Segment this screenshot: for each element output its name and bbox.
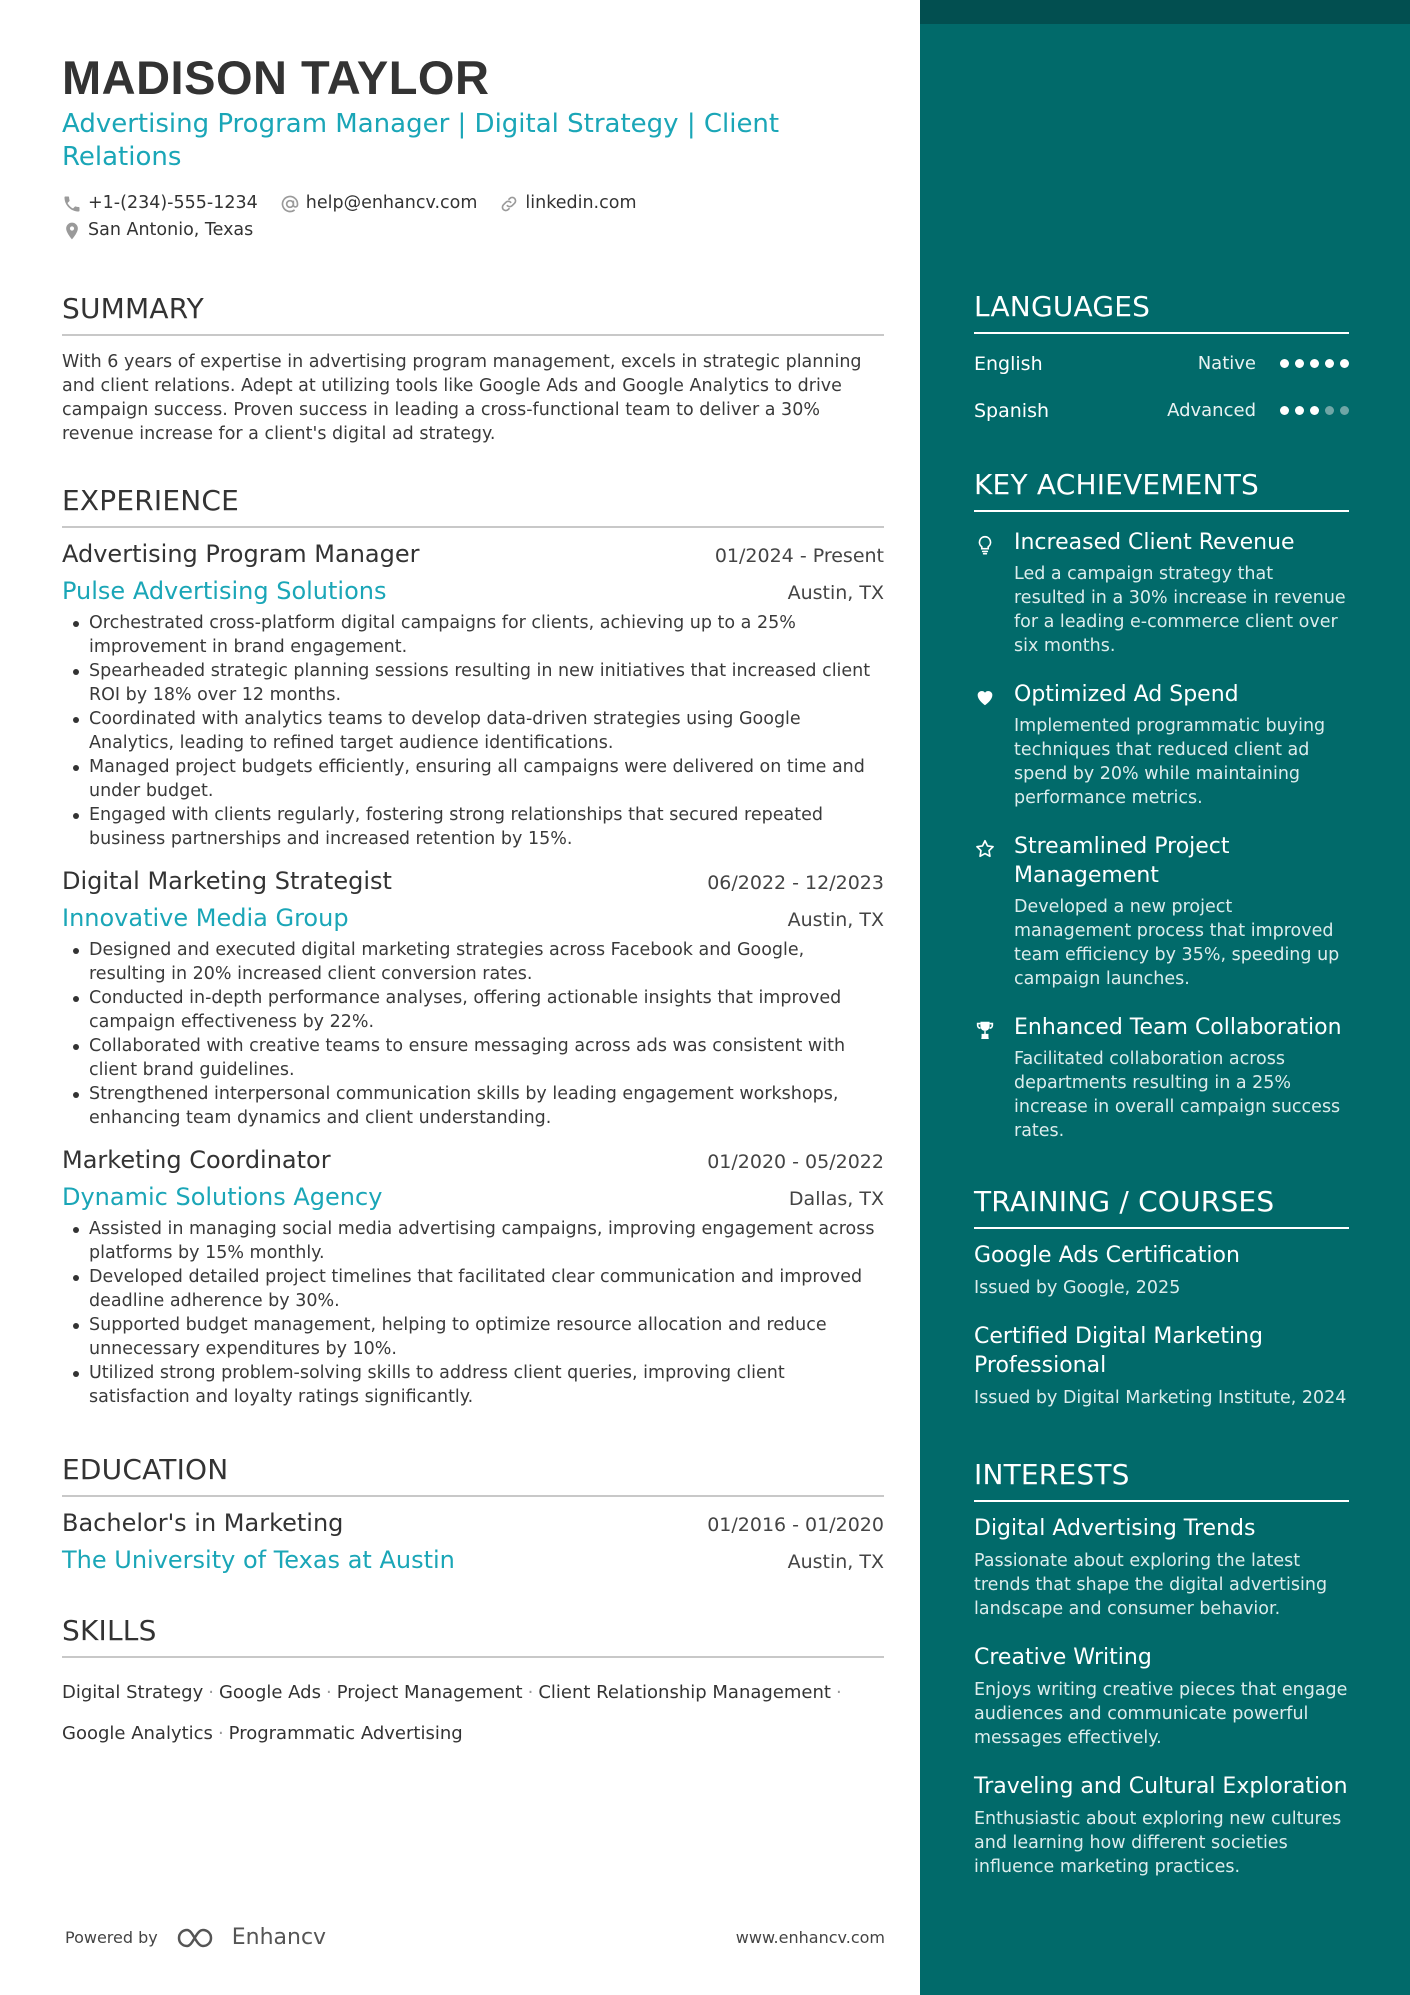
phone-text: +1-(234)-555-1234: [88, 193, 258, 213]
achievement-item: [974, 1013, 1349, 1143]
achievement-desc: Implemented programmatic buying techniques that reduced client ad spend by 20% while maintaining performance metrics.: [1014, 716, 1326, 808]
interest-title: Traveling and Cultural Exploration: [974, 1774, 1348, 1799]
rating-dot: [1325, 359, 1334, 368]
achievement-title: Enhanced Team Collaboration: [1014, 1015, 1342, 1040]
course-item: [974, 1241, 1349, 1300]
skill-separator: ·: [325, 1682, 332, 1703]
at-icon: [280, 194, 300, 214]
bullet-item: Collaborated with creative teams to ensure messaging across ads was consistent with client brand guidelines.: [62, 1034, 884, 1082]
summary-heading: SUMMARY: [62, 292, 884, 336]
education-entry: [62, 1507, 884, 1576]
company-name: Innovative Media Group: [62, 904, 349, 932]
skills-section: [62, 1614, 884, 1754]
language-row: [974, 340, 1349, 387]
interests-heading: INTERESTS: [974, 1458, 1349, 1502]
heart-icon: [974, 686, 996, 708]
education-dates: 01/2016 - 01/2020: [707, 1514, 884, 1536]
summary-section: [62, 292, 884, 446]
skill-item: Programmatic Advertising: [228, 1723, 463, 1744]
rating-dot: [1295, 359, 1304, 368]
skill-item: Client Relationship Management: [538, 1682, 831, 1703]
job-location: Austin, TX: [787, 909, 884, 931]
achievements-section: [974, 468, 1349, 1143]
footer: [65, 1925, 885, 1950]
sidebar: [974, 290, 1349, 1879]
skills-heading: SKILLS: [62, 1614, 884, 1658]
main-column: [62, 50, 884, 1754]
education-heading: EDUCATION: [62, 1453, 884, 1497]
job-location: Dallas, TX: [788, 1188, 884, 1210]
website-link[interactable]: www.enhancv.com: [735, 1928, 885, 1947]
school-location: Austin, TX: [787, 1551, 884, 1573]
school-name: The University of Texas at Austin: [62, 1546, 455, 1574]
experience-section: [62, 484, 884, 1409]
job-bullets: [62, 611, 884, 851]
achievement-title: Optimized Ad Spend: [1014, 682, 1239, 707]
skill-item: Project Management: [336, 1682, 523, 1703]
interest-desc: Enthusiastic about exploring new cultures and learning how different societies influence marketing practices.: [974, 1809, 1342, 1877]
education-section: [62, 1453, 884, 1576]
location-contact: [62, 217, 253, 244]
rating-dot: [1340, 359, 1349, 368]
trophy-icon: [974, 1019, 996, 1041]
language-name: Spanish: [974, 399, 1050, 422]
language-level: Native: [1197, 353, 1256, 374]
skills-list: [62, 1672, 884, 1754]
rating-dot: [1310, 359, 1319, 368]
phone-icon: [62, 194, 82, 214]
powered-by: [65, 1925, 326, 1950]
rating-dot-empty: [1340, 406, 1349, 415]
course-issuer: Issued by Digital Marketing Institute, 2024: [974, 1388, 1347, 1408]
course-title: Certified Digital Marketing Professional: [974, 1324, 1264, 1378]
achievement-title: Streamlined Project Management: [1014, 834, 1230, 888]
enhancv-logo[interactable]: [176, 1925, 326, 1950]
linkedin-contact[interactable]: [499, 190, 636, 217]
language-row: [974, 387, 1349, 434]
achievement-item: [974, 832, 1349, 991]
bullet-item: Conducted in-depth performance analyses, offering actionable insights that improved campaign effectiveness by 22%.: [62, 986, 884, 1034]
job-entry: [62, 1144, 884, 1409]
job-entry: [62, 865, 884, 1130]
training-heading: TRAINING / COURSES: [974, 1185, 1349, 1229]
skill-separator: ·: [217, 1723, 224, 1744]
powered-by-label: Powered by: [65, 1928, 158, 1947]
job-title: Digital Marketing Strategist: [62, 867, 392, 895]
bullet-item: Utilized strong problem-solving skills to address client queries, improving client satisfaction and loyalty ratings significantly.: [62, 1361, 884, 1409]
achievement-title: Increased Client Revenue: [1014, 530, 1295, 555]
bullet-item: Orchestrated cross-platform digital campaigns for clients, achieving up to a 25% improvement in brand engagement.: [62, 611, 884, 659]
rating-dot: [1310, 406, 1319, 415]
interest-desc: Passionate about exploring the latest trends that shape the digital advertising landscape and consumer behavior.: [974, 1551, 1328, 1619]
lightbulb-icon: [974, 534, 996, 556]
job-bullets: [62, 938, 884, 1130]
achievement-desc: Facilitated collaboration across departments resulting in a 25% increase in overall campaign success rates.: [1014, 1049, 1341, 1141]
interest-title: Creative Writing: [974, 1645, 1152, 1670]
rating-dot: [1280, 359, 1289, 368]
rating-dot: [1280, 406, 1289, 415]
sidebar-top-band: [920, 0, 1410, 24]
achievement-desc: Led a campaign strategy that resulted in a 30% increase in revenue for a leading e-commerce client over six months.: [1014, 564, 1346, 656]
achievement-item: [974, 680, 1349, 810]
bullet-item: Supported budget management, helping to optimize resource allocation and reduce unnecessary expenditures by 10%.: [62, 1313, 884, 1361]
location-pin-icon: [62, 221, 82, 241]
languages-section: [974, 290, 1349, 434]
job-title: Marketing Coordinator: [62, 1146, 331, 1174]
rating-dot-empty: [1325, 406, 1334, 415]
language-level: Advanced: [1167, 400, 1256, 421]
bullet-item: Designed and executed digital marketing strategies across Facebook and Google, resulting in 20% increased client conversion rates.: [62, 938, 884, 986]
email-text: help@enhancv.com: [305, 193, 478, 213]
course-item: [974, 1322, 1349, 1410]
skill-item: Google Analytics: [62, 1723, 213, 1744]
skill-item: Digital Strategy: [62, 1682, 204, 1703]
company-name: Dynamic Solutions Agency: [62, 1183, 383, 1211]
headline: Advertising Program Manager | Digital Strategy | Client Relations: [62, 109, 780, 172]
email-contact[interactable]: [280, 190, 478, 217]
job-bullets: [62, 1217, 884, 1409]
interest-title: Digital Advertising Trends: [974, 1516, 1256, 1541]
course-title: Google Ads Certification: [974, 1243, 1240, 1268]
training-section: [974, 1185, 1349, 1410]
skill-item: Google Ads: [218, 1682, 321, 1703]
enhancv-brand-text: Enhancv: [231, 1925, 327, 1950]
link-icon: [499, 194, 519, 214]
job-entry: [62, 538, 884, 851]
language-rating: [1280, 406, 1349, 415]
bullet-item: Developed detailed project timelines that facilitated clear communication and improved deadline adherence by 30%.: [62, 1265, 884, 1313]
interest-item: [974, 1772, 1349, 1879]
company-name: Pulse Advertising Solutions: [62, 577, 387, 605]
job-title: Advertising Program Manager: [62, 540, 420, 568]
contact-info: [62, 190, 884, 244]
bullet-item: Assisted in managing social media advertising campaigns, improving engagement across platforms by 15% monthly.: [62, 1217, 884, 1265]
bullet-item: Coordinated with analytics teams to develop data-driven strategies using Google Analytics, leading to refined target audience identifications.: [62, 707, 884, 755]
achievement-item: [974, 528, 1349, 658]
achievements-heading: KEY ACHIEVEMENTS: [974, 468, 1349, 512]
phone-contact[interactable]: [62, 190, 258, 217]
bullet-item: Managed project budgets efficiently, ensuring all campaigns were delivered on time and under budget.: [62, 755, 884, 803]
linkedin-text: linkedin.com: [525, 193, 637, 213]
location-text: San Antonio, Texas: [88, 220, 254, 240]
skill-separator: ·: [527, 1682, 534, 1703]
achievement-desc: Developed a new project management process that improved team efficiency by 35%, speeding up campaign launches.: [1014, 897, 1340, 989]
bullet-item: Strengthened interpersonal communication skills by leading engagement workshops, enhancing team dynamics and client understanding.: [62, 1082, 884, 1130]
enhancv-logo-icon: [176, 1927, 222, 1949]
degree-title: Bachelor's in Marketing: [62, 1509, 344, 1537]
language-rating: [1280, 359, 1349, 368]
job-dates: 01/2024 - Present: [714, 545, 884, 567]
job-dates: 06/2022 - 12/2023: [707, 872, 884, 894]
course-issuer: Issued by Google, 2025: [974, 1278, 1181, 1298]
languages-heading: LANGUAGES: [974, 290, 1349, 334]
summary-text: With 6 years of expertise in advertising program management, excels in strategic planning and client relations. Adept at utilizing tools like Google Ads and Google Analytics to drive campaign success. Proven success in leading a cross-functional team to deliver a 30% revenue increase for a client's digital ad strategy.: [62, 352, 862, 444]
interest-item: [974, 1643, 1349, 1750]
star-icon: [974, 838, 996, 860]
bullet-item: Spearheaded strategic planning sessions resulting in new initiatives that increased client ROI by 18% over 12 months.: [62, 659, 884, 707]
interests-section: [974, 1458, 1349, 1879]
job-location: Austin, TX: [787, 582, 884, 604]
skill-separator: ·: [835, 1682, 842, 1703]
job-dates: 01/2020 - 05/2022: [707, 1151, 884, 1173]
experience-heading: EXPERIENCE: [62, 484, 884, 528]
bullet-item: Engaged with clients regularly, fostering strong relationships that secured repeated business partnerships and increased retention by 15%.: [62, 803, 884, 851]
interest-desc: Enjoys writing creative pieces that engage audiences and communicate powerful messages effectively.: [974, 1680, 1348, 1748]
candidate-name: MADISON TAYLOR: [62, 51, 490, 104]
rating-dot: [1295, 406, 1304, 415]
interest-item: [974, 1514, 1349, 1621]
skill-separator: ·: [208, 1682, 214, 1703]
language-name: English: [974, 352, 1043, 375]
